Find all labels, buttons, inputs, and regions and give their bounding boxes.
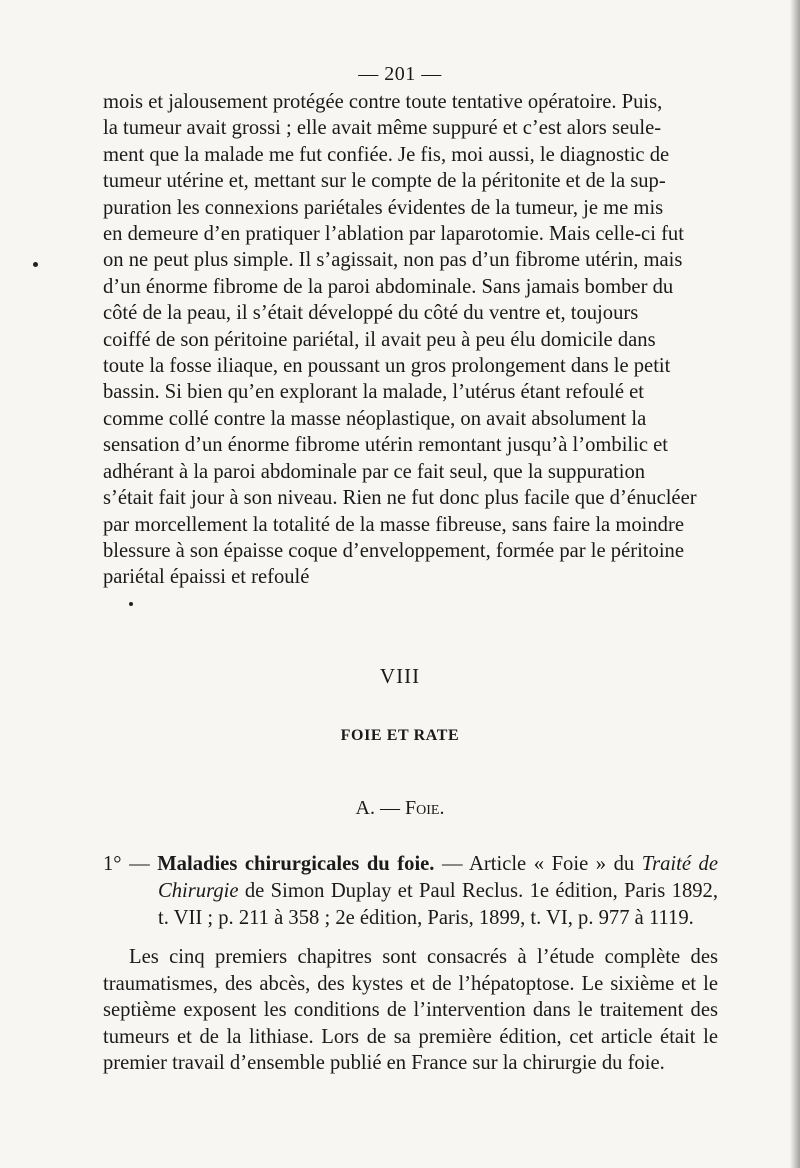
subsection-title xyxy=(0,797,800,820)
paragraph-1-line: coiffé de son péritoine pariétal, il avait peu à peu élu domicile dans xyxy=(103,328,656,351)
paragraph-1-line: pariétal épaissi et refoulé xyxy=(103,566,310,589)
paragraph-1-line: ment que la malade me fut confiée. Je fis, moi aussi, le diagnostic de xyxy=(103,143,670,166)
page-edge-shadow xyxy=(790,0,800,1168)
paragraph-1-line: blessure à son épaisse coque d’enveloppement, formée par le péritoine xyxy=(103,539,684,562)
subsection-prefix: A. — xyxy=(355,797,405,819)
ink-speck xyxy=(33,262,38,267)
bibliography-entry xyxy=(103,851,718,932)
entry-italic-title: Traité de Chirurgie xyxy=(158,853,718,902)
paragraph-1-line: comme collé contre la masse néoplastique, on avait absolument la xyxy=(103,407,647,430)
paragraph-1-line: côté de la peau, il s’était développé du côté du ventre et, toujours xyxy=(103,302,639,325)
paragraph-1-line: mois et jalousement protégée contre toute tentative opératoire. Puis, xyxy=(103,91,663,113)
paragraph-1 xyxy=(103,89,718,591)
paragraph-1-line: adhérant à la paroi abdominale par ce fait seul, que la suppuration xyxy=(103,460,646,483)
entry-title: Maladies chirurgicales du foie. xyxy=(157,853,435,875)
entry-text-before: — Article « Foie » du xyxy=(434,853,642,875)
subsection-name: Foie. xyxy=(405,797,445,819)
paragraph-1-line: en demeure d’en pratiquer l’ablation par laparotomie. Mais celle-ci fut xyxy=(103,223,684,246)
section-title: FOIE ET RATE xyxy=(340,727,460,744)
paragraph-2: Les cinq premiers chapitres sont consacrés à l’étude complète des traumatismes, des abcès, des kystes et de l’hépatoptose. Le sixième et le septième exposent les conditions de l’intervention dans le traitement des tumeurs et de la lithiase. Lors de sa première édition, cet article était le premier travail d’ensemble publié en France sur la chirurgie du foie. xyxy=(103,946,718,1075)
paragraph-1-line: s’était fait jour à son niveau. Rien ne fut donc plus facile que d’énucléer xyxy=(103,487,697,510)
paragraph-1-line: d’un énorme fibrome de la paroi abdominale. Sans jamais bomber du xyxy=(103,275,674,298)
paragraph-1-line: puration les connexions pariétales évidentes de la tumeur, je me mis xyxy=(103,196,664,219)
paragraph-1-line: par morcellement la totalité de la masse fibreuse, sans faire la moindre xyxy=(103,513,684,536)
paragraph-1-line: tumeur utérine et, mettant sur le compte de la péritonite et de la sup- xyxy=(103,170,666,193)
section-number: VIII xyxy=(379,664,421,688)
paragraph-1-line: la tumeur avait grossi ; elle avait même suppuré et c’est alors seule- xyxy=(103,117,662,140)
entry-number: 1° — xyxy=(103,853,158,875)
ink-speck xyxy=(129,602,133,606)
entry-text-after: de Simon Duplay et Paul Reclus. 1e édition, Paris 1892, t. VII ; p. 211 à 358 ; 2e édition, Paris, 1899, t. VI, p. 977 à 1119. xyxy=(158,880,718,929)
page-number: — 201 — xyxy=(358,63,442,85)
paragraph-1-line: toute la fosse iliaque, en poussant un gros prolongement dans le petit xyxy=(103,355,671,378)
paragraph-1-line: sensation d’un énorme fibrome utérin remontant jusqu’à l’ombilic et xyxy=(103,434,669,457)
paragraph-1-line: bassin. Si bien qu’en explorant la malade, l’utérus étant refoulé et xyxy=(103,381,644,404)
paragraph-1-line: on ne peut plus simple. Il s’agissait, non pas d’un fibrome utérin, mais xyxy=(103,249,683,272)
